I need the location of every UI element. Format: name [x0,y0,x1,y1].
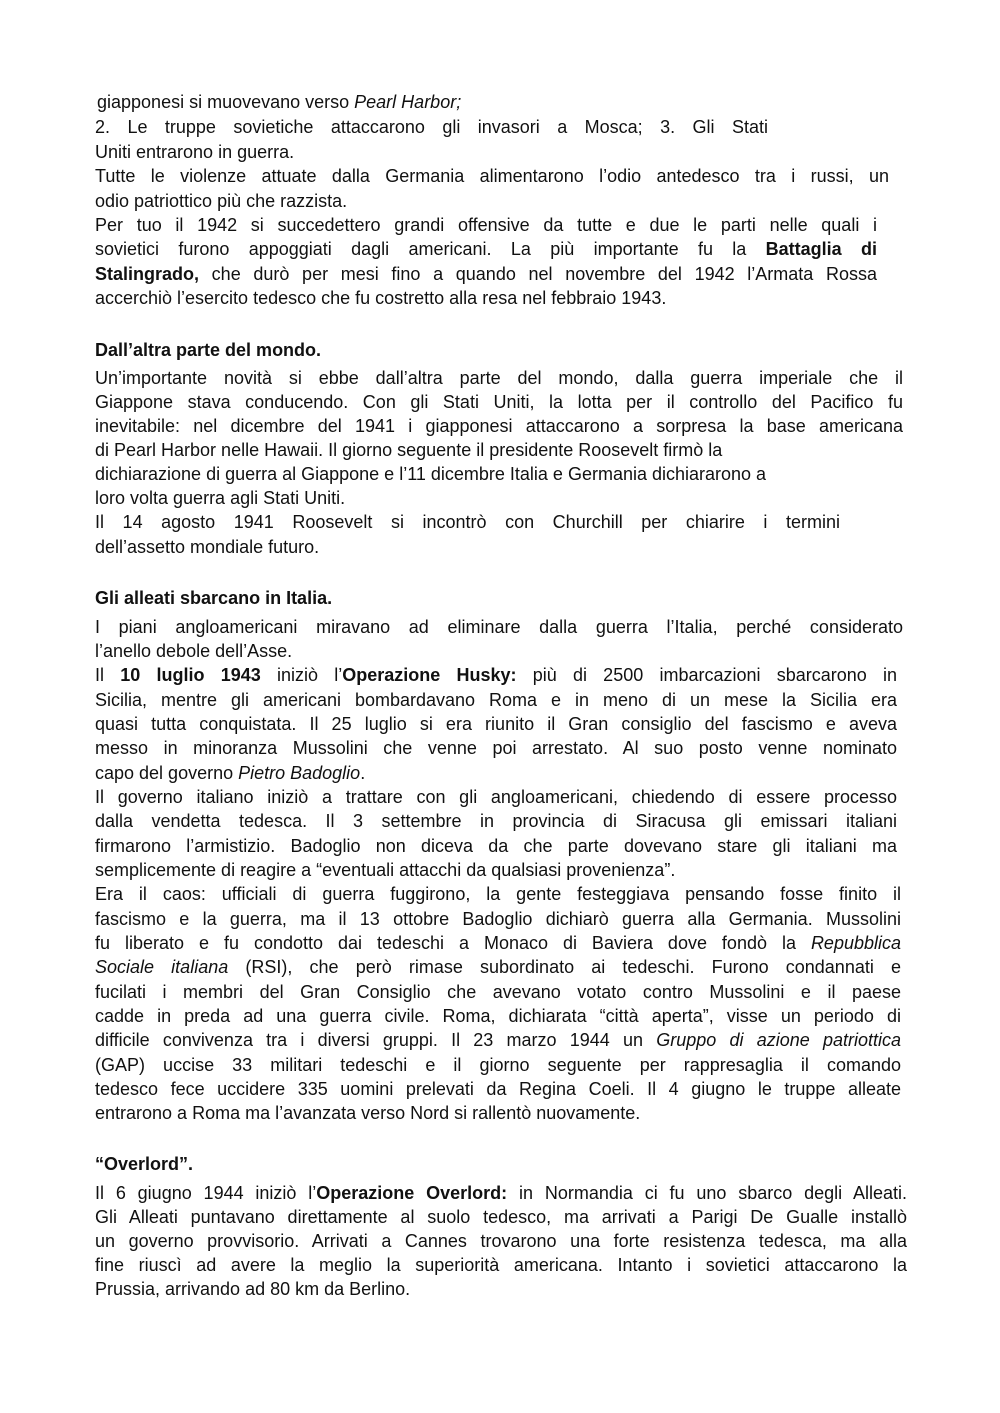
text-line: inevitabile: nel dicembre del 1941 i giapponesi attaccarono a sorpresa la base americana [95,416,903,436]
italic-text: Pietro Badoglio [238,763,361,783]
text-line: Il 14 agosto 1941 Roosevelt si incontrò con Churchill per chiarire i termini [95,512,840,532]
text-line: difficile convivenza tra i diversi gruppi. Il 23 marzo 1944 un Gruppo di azione patriottica [95,1030,901,1050]
text-line: (GAP) uccise 33 militari tedeschi e il giorno seguente per rappresaglia il comando [95,1055,901,1075]
text-line: semplicemente di reagire a “eventuali attacchi da qualsiasi provenienza”. [95,860,676,880]
text-line: dalla vendetta tedesca. Il 3 settembre in provincia di Siracusa gli emissari italiani [95,811,897,831]
text-line: capo del governo Pietro Badoglio. [95,763,366,783]
italic-text: Gruppo di azione patriottica [656,1030,901,1050]
section-heading: Gli alleati sbarcano in Italia. [95,588,333,608]
text-line: Sociale italiana (RSI), che però rimase subordinato ai tedeschi. Furono condannati e [95,957,902,977]
text-line: di Pearl Harbor nelle Hawaii. Il giorno seguente il presidente Roosevelt firmò la [95,440,723,460]
text-line: accerchiò l’esercito tedesco che fu costretto alla resa nel febbraio 1943. [95,288,667,308]
italic-text: Repubblica [810,933,901,953]
text-line: I piani angloamericani miravano ad eliminare dalla guerra l’Italia, perché considerato [95,617,903,637]
text-line: Giappone stava conducendo. Con gli Stati Uniti, la lotta per il controllo del Pacifico fu [95,392,903,412]
bold-text: 10 luglio 1943 [120,665,261,685]
text-line: fu liberato e fu condotto dai tedeschi a Monaco di Baviera dove fondò la Repubblica [95,933,901,953]
text-line: cadde in preda ad una guerra civile. Roma, dichiarata “città aperta”, visse un periodo di [95,1006,901,1026]
section-heading: “Overlord”. [95,1154,194,1174]
text-line: fine riuscì ad avere la meglio la superiorità americana. Intanto i sovietici attaccarono la [95,1255,907,1275]
section-heading: Dall’altra parte del mondo. [95,340,322,360]
text-line: fascismo e la guerra, ma il 13 ottobre Badoglio dichiarò guerra alla Germania. Mussolini [95,909,901,929]
italic-text: Sociale italiana [95,957,229,977]
text-line: Stalingrado, che durò per mesi fino a quando nel novembre del 1942 l’Armata Rossa [95,264,877,284]
text-line: Il governo italiano iniziò a trattare con gli angloamericani, chiedendo di essere processo [95,787,897,807]
text-line: un governo provvisorio. Arrivati a Cannes trovarono una forte resistenza tedesca, ma alla [95,1231,907,1251]
bold-text: Operazione Overlord: [316,1183,508,1203]
text-line: Un’importante novità si ebbe dall’altra parte del mondo, dalla guerra imperiale che il [95,368,903,388]
text-line: Sicilia, mentre gli americani bombardavano Roma e in meno di un mese la Sicilia era [95,690,897,710]
bold-text: Stalingrado, [95,264,200,284]
text-line: messo in minoranza Mussolini che venne poi arrestato. Al suo posto venne nominato [95,738,897,758]
text-line: quasi tutta conquistata. Il 25 luglio si era riunito il Gran consiglio del fascismo e aveva [95,714,897,734]
text-line: 2. Le truppe sovietiche attaccarono gli invasori a Mosca; 3. Gli Stati [95,117,768,137]
text-line: Il 10 luglio 1943 iniziò l’Operazione Husky: più di 2500 imbarcazioni sbarcarono in [95,665,897,685]
text-line: Tutte le violenze attuate dalla Germania alimentarono l’odio antedesco tra i russi, un [95,166,889,186]
text-line: dichiarazione di guerra al Giappone e l’11 dicembre Italia e Germania dichiararono a [95,464,767,484]
text-line: sovietici furono appoggiati dagli americani. La più importante fu la Battaglia di [95,239,878,259]
text-line: Uniti entrarono in guerra. [95,142,295,162]
text-line: Gli Alleati puntavano direttamente al suolo tedesco, ma arrivati a Parigi De Gualle installò [95,1207,907,1227]
text-line: dell’assetto mondiale futuro. [95,537,320,557]
text-line: l’anello debole dell’Asse. [95,641,293,661]
text-line: loro volta guerra agli Stati Uniti. [95,488,346,508]
text-line: firmarono l’armistizio. Badoglio non diceva da che parte dovevano stare gli italiani ma [95,836,897,856]
text-line: fucilati i membri del Gran Consiglio che avevano votato contro Mussolini e il paese [95,982,901,1002]
text-line: Era il caos: ufficiali di guerra fuggirono, la gente festeggiava pensando fosse finito il [95,884,901,904]
text-line: Il 6 giugno 1944 iniziò l’Operazione Overlord: in Normandia ci fu uno sbarco degli Alleati. [95,1183,907,1203]
bold-text: Battaglia di [765,239,878,259]
text-line: entrarono a Roma ma l’avanzata verso Nord si rallentò nuovamente. [95,1103,641,1123]
text-line: giapponesi si muovevano verso Pearl Harbor; [97,92,462,112]
text-line: Per tuo il 1942 si succedettero grandi offensive da tutte e due le parti nelle quali i [95,215,877,235]
italic-text: Pearl Harbor; [354,92,462,112]
text-line: odio patriottico più che razzista. [95,191,348,211]
text-line: tedesco fece uccidere 335 uomini prelevati da Regina Coeli. Il 4 giugno le truppe alleate [95,1079,901,1099]
text-line: Prussia, arrivando ad 80 km da Berlino. [95,1279,411,1299]
bold-text: Operazione Husky: [342,665,517,685]
